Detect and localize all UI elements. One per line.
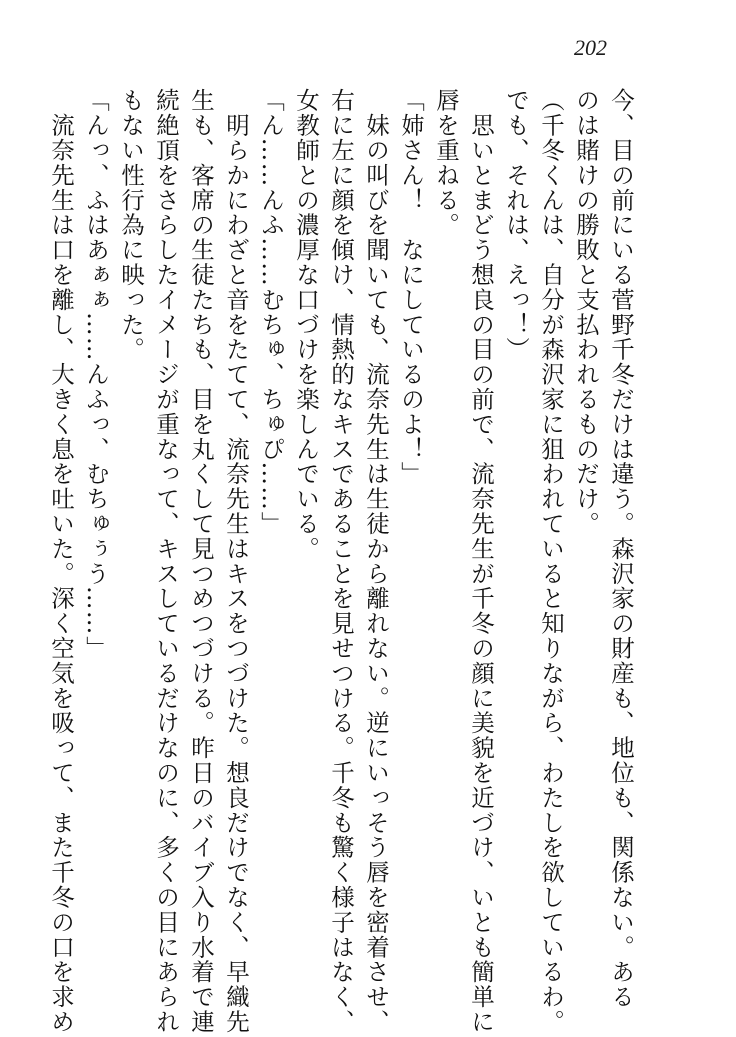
- text-line: 流奈先生は口を離し、大きく息を吐いた。深く空気を吸って、また千冬の口を求め: [47, 88, 75, 1035]
- text-line: 続絶頂をさらしたイメージが重なって、キスしているだけなのに、多くの目にあられ: [152, 88, 180, 1035]
- text-line: 今、目の前にいる菅野千冬だけは違う。森沢家の財産も、地位も、関係ない。ある: [607, 88, 635, 1010]
- text-line: （千冬くんは、自分が森沢家に狙われていると知りながら、わたしを欲しているわ。: [537, 88, 565, 1035]
- vertical-body-text: [47, 88, 638, 1035]
- text-line: のは賭けの勝敗と支払われるものだけ。: [572, 88, 600, 537]
- text-line: 右に左に顔を傾け、情熱的なキスであることを見せつける。千冬も驚く様子はなく、: [327, 88, 355, 1035]
- page-number: 202: [574, 35, 607, 60]
- text-line: 女教師との濃厚な口づけを楽しんでいる。: [292, 88, 320, 562]
- text-line: 明らかにわざと音をたてて、流奈先生はキスをつづけた。想良だけでなく、早織先: [222, 88, 250, 1035]
- text-line: 唇を重ねる。: [432, 88, 460, 238]
- text-line: 「ん……んふ……むちゅ、ちゅぴ……」: [257, 88, 285, 537]
- text-line: 「姉さん！ なにしているのよ！」: [397, 88, 425, 487]
- text-line: 思いとまどう想良の目の前で、流奈先生が千冬の顔に美貌を近づけ、いとも簡単に: [467, 88, 495, 1035]
- text-line: 「んっ、ふはあぁぁ……んふっ、むちゅぅう……」: [82, 88, 110, 661]
- text-line: もない性行為に映った。: [117, 88, 145, 362]
- text-line: でも、それは、えっ！）: [502, 88, 530, 362]
- text-line: 生も、客席の生徒たちも、目を丸くして見つめつづける。昨日のバイブ入り水着で連: [187, 88, 215, 1035]
- text-line: 妹の叫びを聞いても、流奈先生は生徒から離れない。逆にいっそう唇を密着させ、: [362, 88, 390, 1035]
